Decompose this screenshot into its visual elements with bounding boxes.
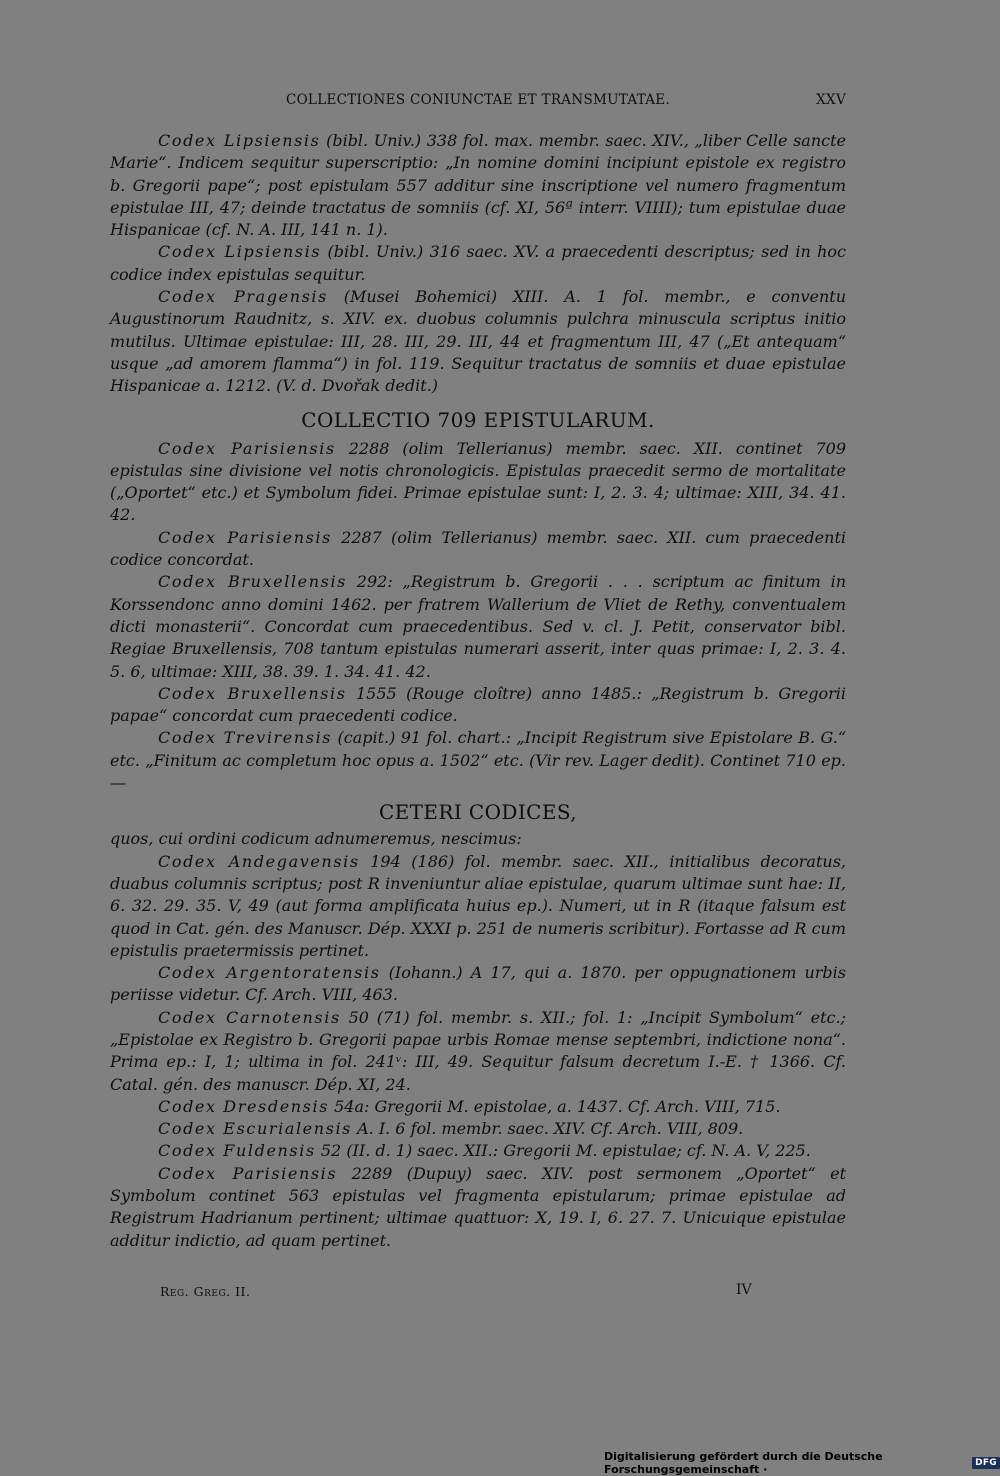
codex-description: 194 (186) fol. membr. saec. XII., initialibus decoratus, duabus columnis scriptus; post R inveniuntur aliae epistulae, quarum ultimae sunt hae: II, 6. 32. 29. 35. V, 49 (aut forma amplificata huius ep.). Numeri, ut in R (itaque falsum est quod in Cat. gén. des Manuscr. Dép. XXXI p. 251 de numeris scribitur). Fortasse ad R cum epistulis praetermissis pertinet.: [110, 851, 847, 960]
codex-description: 292: „Registrum b. Gregorii . . . scriptum ac finitum in Korssendonc anno domini 1462. per fratrem Wallerium de Vliet de Rethy, conventualem dicti monasterii“. Concordat cum praecedentibus. Sed v. cl. J. Petit, conservator bibl. Regiae Bruxellensis, 708 tantum epistulas numerari asserit, inter quas primae: I, 2. 3. 4. 5. 6, ultimae: XIII, 38. 39. 1. 34. 41. 42.: [110, 572, 847, 681]
codex-description: 50 (71) fol. membr. s. XII.; fol. 1: „Incipit Symbolum“ etc.; „Epistolae ex Registro b. Gregorii papae urbis Romae mense septembri, indictione nona“. Prima ep.: I, 1; ultima in fol. 241ᵛ: III, 49. Sequitur falsum decretum I.-E. † 1366. Cf. Catal. gén. des manuscr. Dép. XI, 24.: [110, 1007, 846, 1094]
codex-name: Codex Bruxellensis: [158, 683, 347, 703]
codex-entry: [110, 571, 846, 682]
codex-name: Codex Lipsiensis: [158, 242, 322, 262]
codex-name: Codex Lipsiensis: [158, 131, 321, 150]
codex-entry: [110, 1118, 846, 1140]
footer-signature: Reg. Greg. II.: [160, 1284, 251, 1299]
codex-entry: [110, 1163, 846, 1252]
codex-entry: [110, 962, 846, 1007]
codex-entry: [110, 438, 846, 527]
codex-name: Codex Carnotensis: [158, 1007, 341, 1027]
codex-entry: [110, 1140, 846, 1162]
codex-name: Codex Pragensis: [158, 287, 328, 307]
codex-name: Codex Trevirensis: [158, 728, 333, 748]
codex-entry: [110, 286, 846, 397]
codex-description: 2287 (olim Tellerianus) membr. saec. XII. cum praecedenti codice concordat.: [110, 527, 846, 570]
section-heading-ceteri: CETERI CODICES,: [378, 800, 578, 825]
codex-entry: [110, 241, 846, 286]
codex-name: Codex Parisiensis: [158, 527, 332, 547]
codex-description: 52 (II. d. 1) saec. XII.: Gregorii M. epistulae; cf. N. A. V, 225.: [315, 1141, 811, 1161]
codex-name: Codex Dresdensis: [158, 1096, 330, 1116]
section-heading-collectio: COLLECTIO 709 EPISTULARUM.: [301, 407, 655, 432]
codex-entry: [110, 527, 846, 572]
codex-name: Codex Parisiensis: [158, 1163, 338, 1183]
codex-name: Codex Argentoratensis: [158, 963, 381, 983]
gathering-mark: IV: [736, 1282, 752, 1298]
codex-name: Codex Escurialensis: [158, 1119, 352, 1139]
codex-description: A. I. 6 fol. membr. saec. XIV. Cf. Arch. VIII, 809.: [352, 1119, 744, 1139]
section-intro: quos, cui ordini codicum adnumeremus, nescimus:: [110, 829, 522, 849]
codex-name: Codex Fuldensis: [158, 1141, 316, 1161]
codex-description: (Musei Bohemici) XIII. A. 1 fol. membr., e conventu Augustinorum Raudnitz, s. XIV. ex. duobus columnis pulchra minuscula scriptus initio mutilus. Ultimae epistulae: III, 28. III, 29. III, 44 et fragmentum III, 47 („Et antequam“ usque „ad amorem flamma“) in fol. 119. Sequitur tractatus de somniis et duae epistulae Hispanicae a. 1212. (V. d. Dvořak dedit.): [110, 287, 846, 396]
codex-entry: [110, 1096, 846, 1118]
credit-text: Digitalisierung gefördert durch die Deutsche Forschungsgemeinschaft ·: [604, 1450, 883, 1476]
codex-description: (bibl. Univ.) 316 saec. XV. a praecedenti descriptus; sed in hoc codice index epistulas sequitur.: [110, 242, 846, 284]
codex-description: 54a: Gregorii M. epistolae, a. 1437. Cf. Arch. VIII, 715.: [329, 1096, 781, 1116]
codex-entry: [110, 1007, 846, 1096]
codex-description: 2288 (olim Tellerianus) membr. saec. XII. continet 709 epistulas sine divisione vel notis chronologicis. Epistulas praecedit sermo de mortalitate („Oportet“ etc.) et Symbolum fidei. Primae epistulae sunt: I, 2. 3. 4; ultimae: XIII, 34. 41. 42.: [110, 438, 846, 525]
codex-description: 2289 (Dupuy) saec. XIV. post sermonem „Oportet“ et Symbolum continet 563 epistulas vel fragmenta epistularum; primae epistulae ad Registrum Hadrianum pertinent; ultimae quattuor: X, 19. I, 6. 27. 7. Unicuique epistulae additur indictio, ad quam pertinet.: [110, 1163, 847, 1250]
running-title: COLLECTIONES CONIUNCTAE ET TRANSMUTATAE.: [285, 92, 671, 108]
running-head: [110, 92, 846, 114]
codex-entry: [110, 683, 846, 728]
codex-description: (capit.) 91 fol. chart.: „Incipit Registrum sive Epistolare B. G.“ etc. „Finitum ac completum hoc opus a. 1502“ etc. (Vir rev. Lager dedit). Continet 710 ep. —: [110, 728, 846, 793]
codex-entry: [110, 851, 846, 962]
codex-name: Codex Andegavensis: [158, 851, 360, 871]
page-body: [110, 130, 846, 1252]
codex-name: Codex Parisiensis: [158, 438, 336, 458]
digitization-credit: [604, 1450, 1000, 1476]
codex-description: 1555 (Rouge cloître) anno 1485.: „Registrum b. Gregorii papae“ concordat cum praecedenti codice.: [110, 683, 846, 726]
codex-name: Codex Bruxellensis: [158, 572, 347, 592]
dfg-logo: DFG: [972, 1457, 1000, 1469]
codex-description: (bibl. Univ.) 338 fol. max. membr. saec. XIV., „liber Celle sancte Marie“. Indicem sequitur superscriptio: „In nomine domini incipiunt epistole ex registro b. Gregorii pape“; post epistulam 557 additur sine inscriptione vel numero fragmentum epistulae III, 47; deinde tractatus de somniis (cf. XI, 56ª interr. VIIII); tum epistulae duae Hispanicae (cf. N. A. III, 141 n. 1).: [110, 131, 847, 240]
codex-entry: [110, 727, 846, 794]
page-number: XXV: [816, 92, 846, 108]
codex-description: (Iohann.) A 17, qui a. 1870. per oppugnationem urbis periisse videtur. Cf. Arch. VIII, 463.: [110, 963, 847, 1005]
codex-entry: [110, 130, 846, 241]
